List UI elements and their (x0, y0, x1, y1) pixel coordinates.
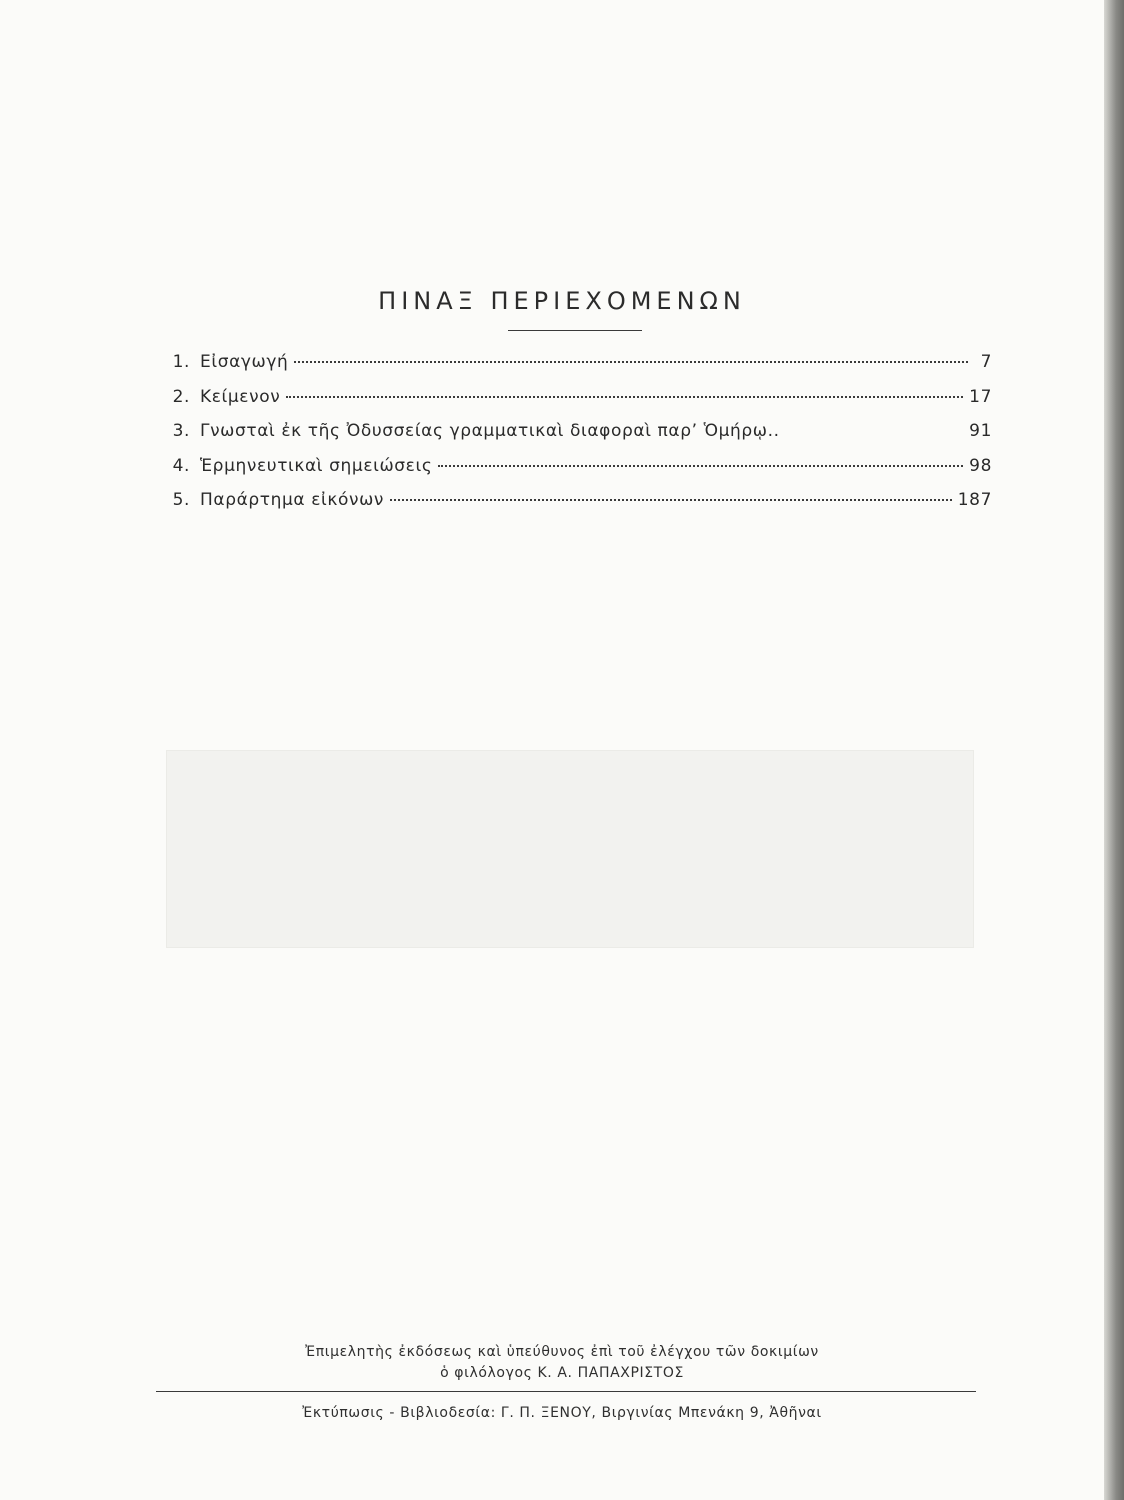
toc-entry-label: Παράρτημα εἰκόνων (200, 490, 385, 510)
toc-entry (150, 490, 992, 525)
toc-entry-page: 17 (969, 386, 992, 407)
toc-entry (150, 352, 992, 387)
toc-list (150, 352, 992, 525)
dot-leader (286, 396, 963, 398)
dot-leader (390, 499, 952, 501)
toc-entry-number: 4. (172, 455, 190, 476)
dot-leader (294, 361, 968, 363)
toc-entry-page: 91 (969, 421, 992, 441)
toc-entry-page: 7 (980, 352, 992, 372)
editor-note (0, 1342, 1124, 1384)
toc-entry-label: Ἑρμηνευτικαὶ σημειώσεις (200, 455, 433, 476)
dot-leader (438, 465, 963, 467)
toc-entry-number: 3. (172, 421, 190, 441)
toc-entry-label: Γνωσταὶ ἐκ τῆς Ὀδυσσείας γραμματικαὶ διαφοραὶ παρ’ Ὁμήρῳ.. (200, 421, 780, 441)
toc-entry-label: Κείμενον (200, 386, 281, 407)
editor-name-line: ὁ φιλόλογος Κ. Α. ΠΑΠΑΧΡΙΣΤΟΣ (440, 1365, 684, 1381)
editor-note-line: Ἐπιμελητὴς ἐκδόσεως καὶ ὑπεύθυνος ἐπὶ τοῦ ἐλέγχου τῶν δοκιμίων (305, 1344, 819, 1360)
bleed-through-image (166, 750, 974, 948)
toc-entry-label: Εἰσαγωγή (200, 352, 289, 372)
printer-imprint: Ἐκτύπωσις - Βιβλιοδεσία: Γ. Π. ΞΕΝΟΥ, Βιργινίας Μπενάκη 9, Ἀθῆναι (302, 1405, 822, 1421)
toc-entry-page: 98 (969, 455, 992, 476)
toc-entry-number: 1. (172, 352, 190, 372)
title-underline (508, 330, 642, 331)
toc-entry (150, 421, 992, 456)
footer-divider (156, 1391, 976, 1392)
page-binding-edge (1104, 0, 1124, 1500)
toc-title: ΠΙΝΑΞ ΠΕΡΙΕΧΟΜΕΝΩΝ (378, 287, 746, 315)
toc-entry-page: 187 (957, 490, 992, 510)
toc-entry (150, 387, 992, 422)
toc-entry-number: 2. (172, 386, 190, 407)
toc-entry (150, 456, 992, 491)
toc-entry-number: 5. (172, 490, 190, 510)
dot-leader (786, 430, 964, 432)
